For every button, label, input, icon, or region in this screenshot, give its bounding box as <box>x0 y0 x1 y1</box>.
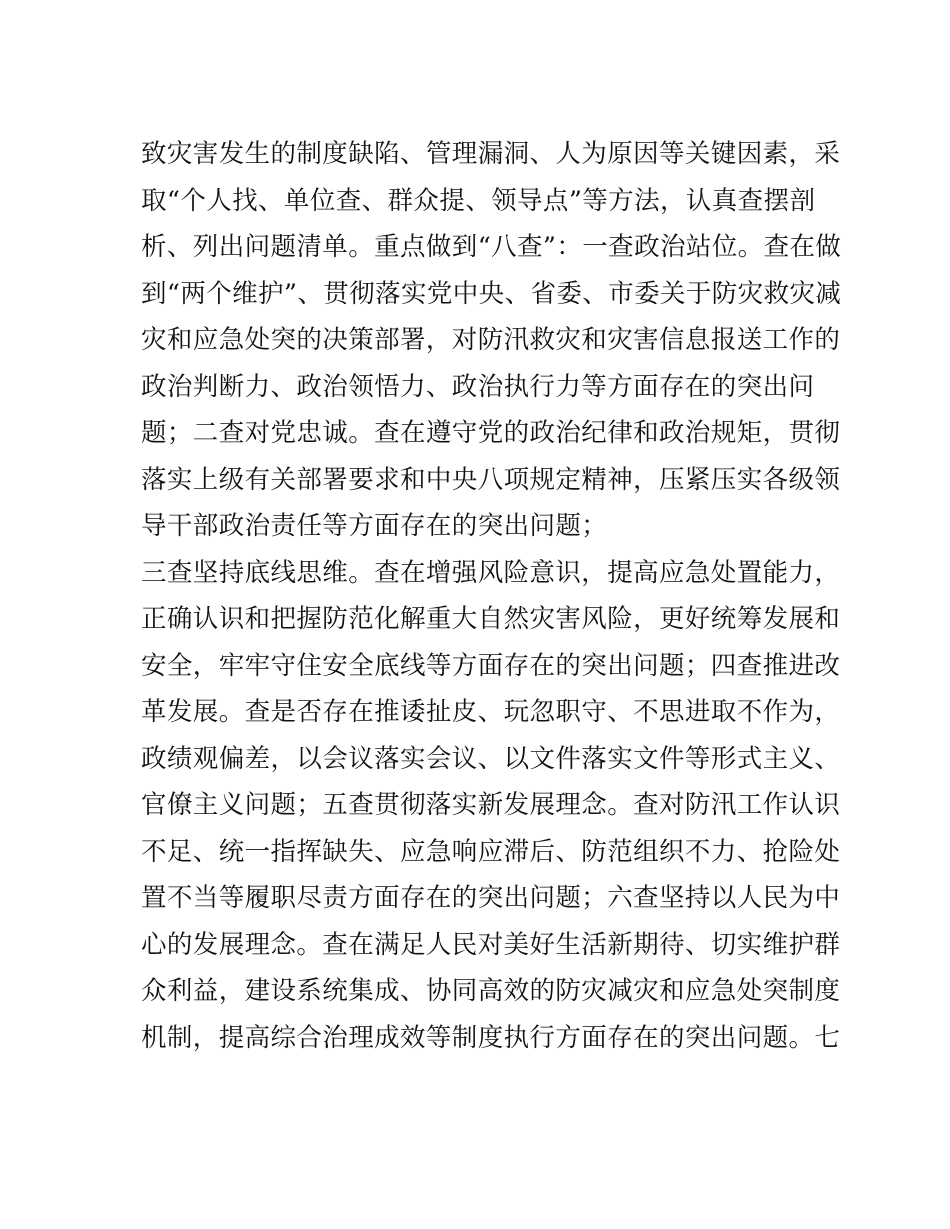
text-line: 正确认识和把握防范化解重大自然灾害风险，更好统筹发展和 <box>141 604 841 634</box>
body-text <box>141 131 842 1061</box>
text-line: 题；二查对党忠诚。查在遵守党的政治纪律和政治规矩，贯彻 <box>141 418 841 448</box>
text-line: 析、列出问题清单。重点做到“八查”：一查政治站位。查在做 <box>141 232 842 262</box>
text-line: 安全，牢牢守住安全底线等方面存在的突出问题；四查推进改 <box>141 650 841 681</box>
text-line: 机制，提高综合治理成效等制度执行方面存在的突出问题。七 <box>141 1022 841 1053</box>
text-line: 政绩观偏差，以会议落实会议、以文件落实文件等形式主义、 <box>141 743 841 774</box>
text-line: 三查坚持底线思维。查在增强风险意识，提高应急处置能力， <box>141 557 841 588</box>
text-line: 政治判断力、政治领悟力、政治执行力等方面存在的突出问 <box>141 371 815 402</box>
text-line: 落实上级有关部署要求和中央八项规定精神，压紧压实各级领 <box>141 464 841 495</box>
text-line: 取“个人找、单位查、群众提、领导点”等方法，认真查摆剖 <box>141 185 816 216</box>
text-line: 灾和应急处突的决策部署，对防汛救灾和灾害信息报送工作的 <box>141 325 841 355</box>
text-line: 导干部政治责任等方面存在的突出问题； <box>141 511 608 541</box>
text-line: 致灾害发生的制度缺陷、管理漏洞、人为原因等关键因素，采 <box>141 139 841 169</box>
text-line: 官僚主义问题；五查贯彻落实新发展理念。查对防汛工作认识 <box>141 790 841 820</box>
text-line: 心的发展理念。查在满足人民对美好生活新期待、切实维护群 <box>141 929 841 960</box>
text-line: 置不当等履职尽责方面存在的突出问题；六查坚持以人民为中 <box>141 883 841 913</box>
text-line: 不足、统一指挥缺失、应急响应滞后、防范组织不力、抢险处 <box>141 836 841 867</box>
text-line: 革发展。查是否存在推诿扯皮、玩忽职守、不思进取不作为， <box>141 697 841 727</box>
text-line: 众利益，建设系统集成、协同高效的防灾减灾和应急处突制度 <box>141 976 841 1006</box>
text-line: 到“两个维护”、贯彻落实党中央、省委、市委关于防灾救灾减 <box>141 278 842 309</box>
